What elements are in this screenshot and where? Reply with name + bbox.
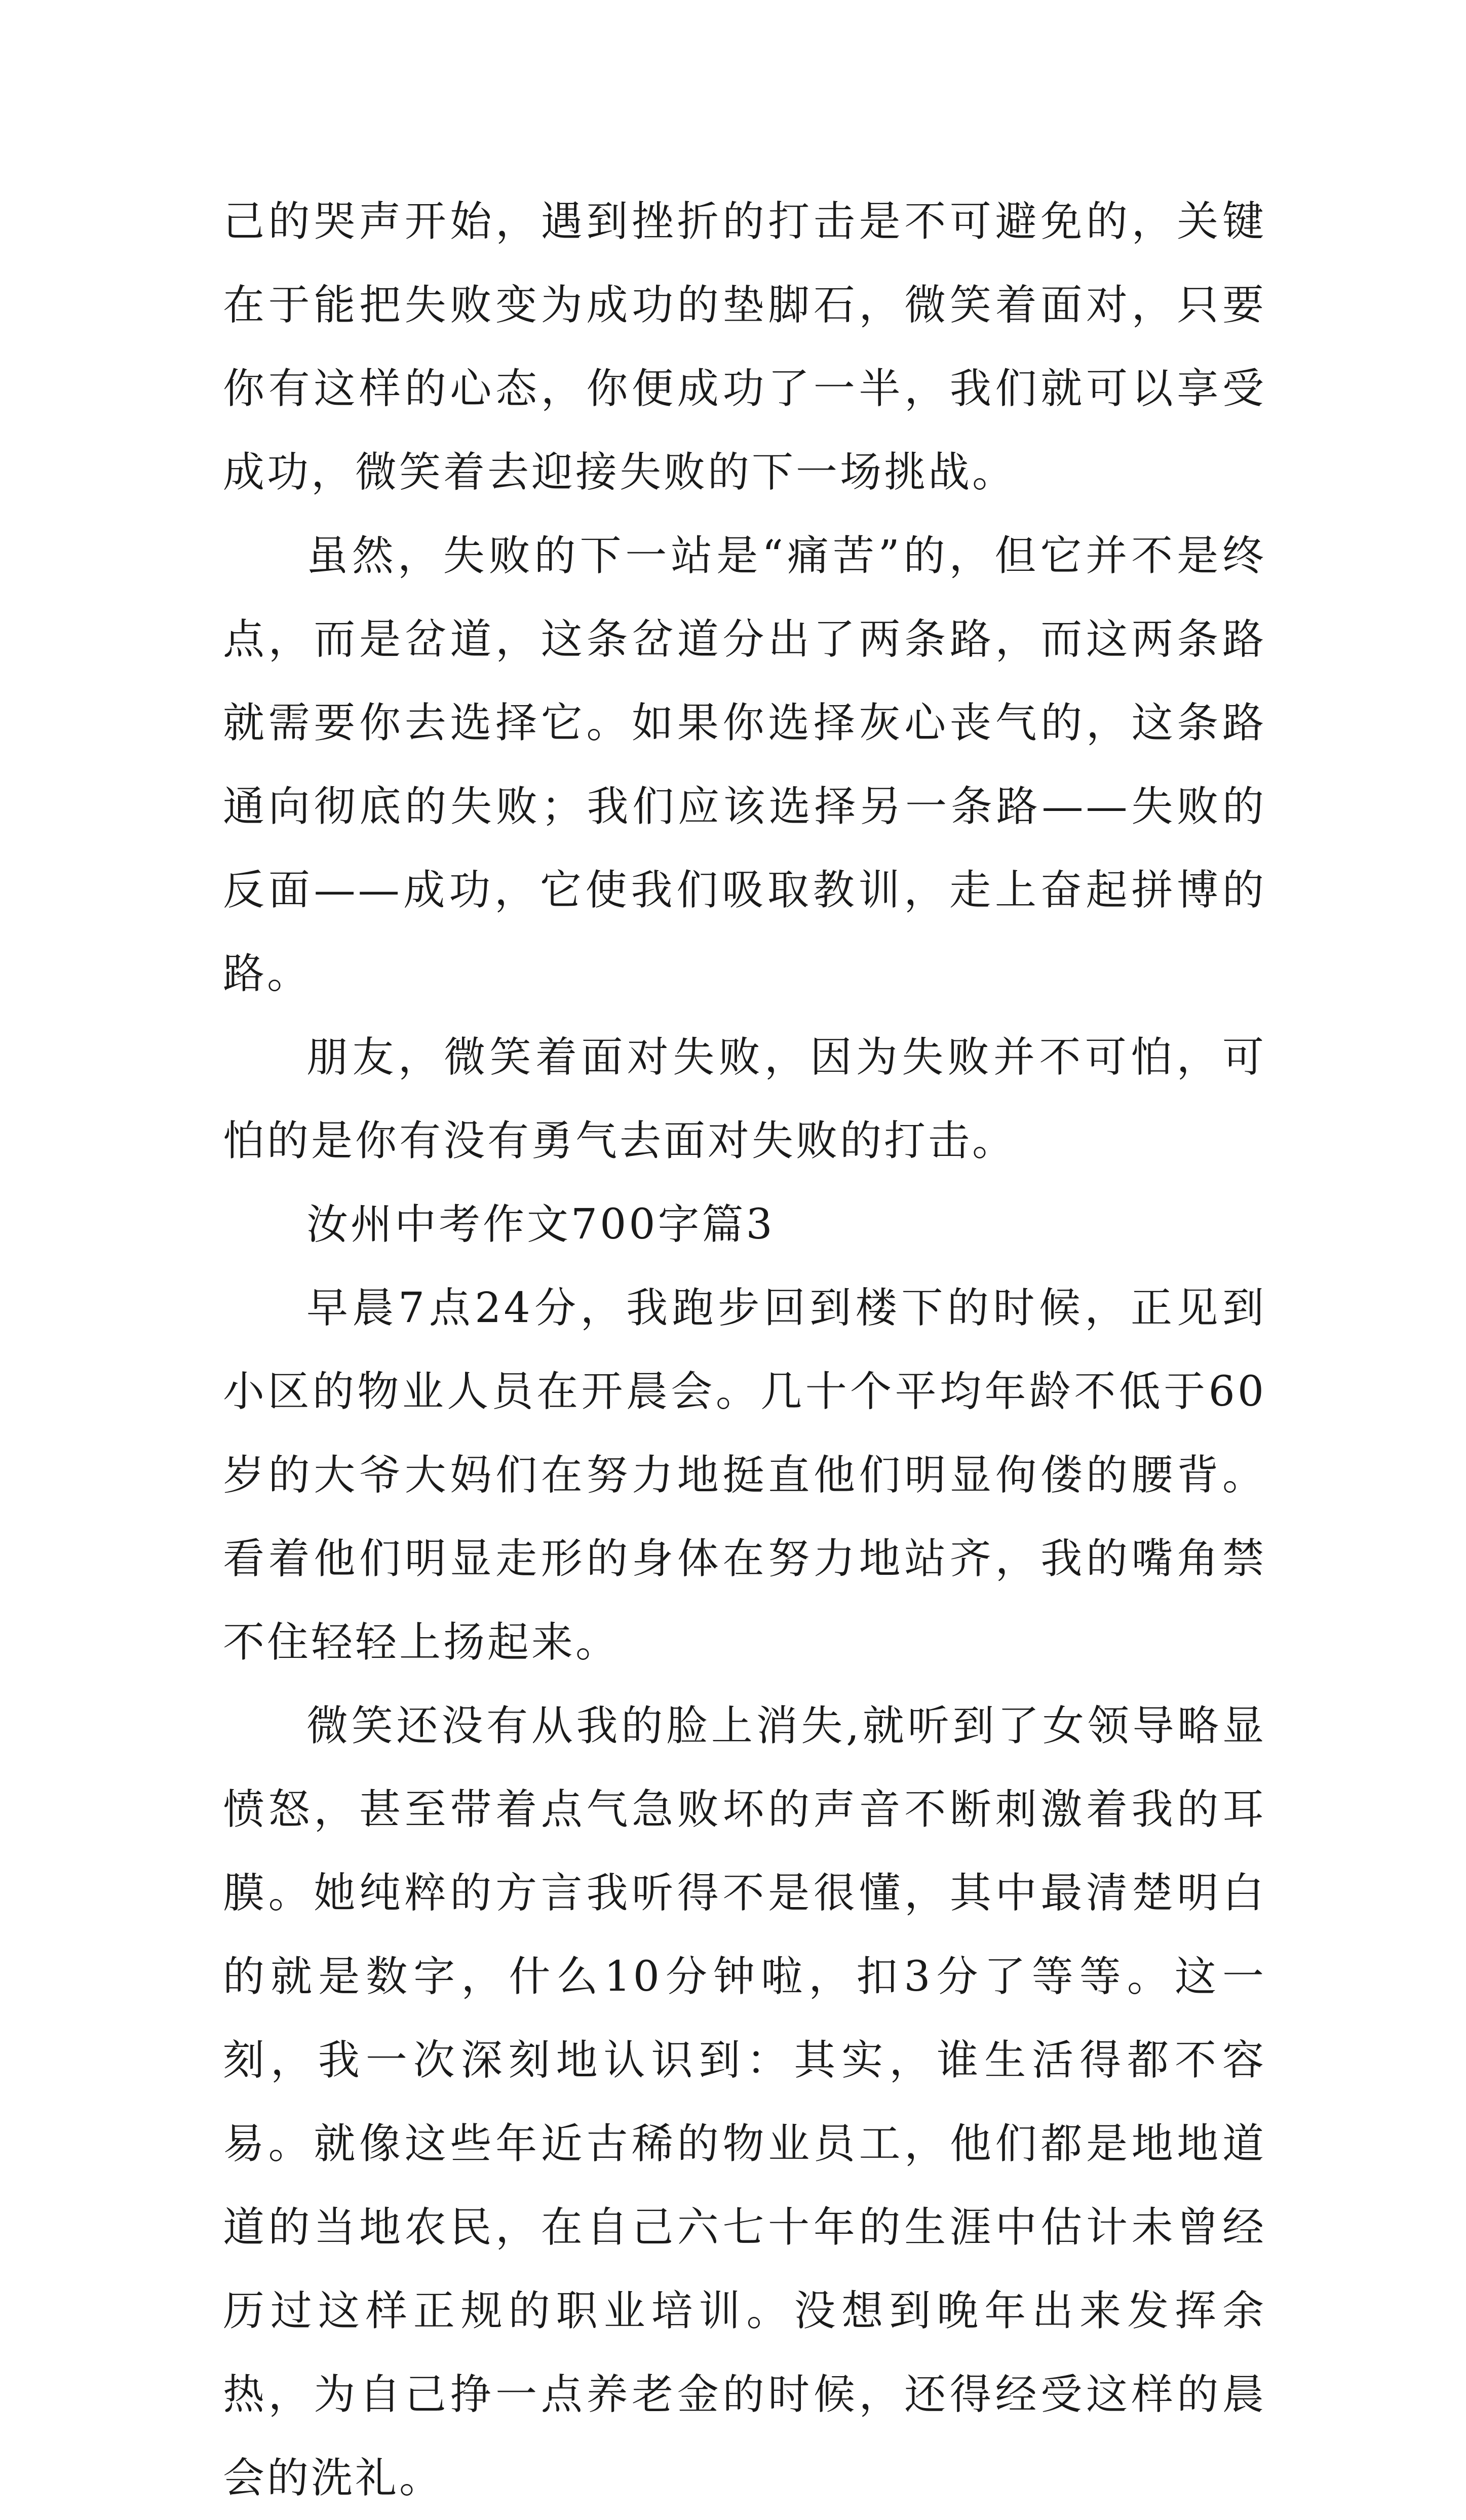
essay-heading: 汝州中考作文700字篇3 bbox=[306, 1200, 775, 1249]
paragraph-friend: 朋友，微笑着面对失败，因为失败并不可怕，可怕的是你有没有勇气去面对失败的打击。 bbox=[223, 1033, 1266, 1165]
paragraph-crossroads: 虽然，失败的下一站是“痛苦”的，但它并不是终点，而是岔道，这条岔道分出了两条路，而这两条路就需要你去选择它。如果你选择灰心丧气的，这条路通向彻底的失败；我们应该选择另一条路——失败的反面——成功，它使我们吸取教训，走上奋起拼博的路。 bbox=[223, 532, 1266, 998]
document-body bbox=[223, 180, 1266, 2520]
paragraph-morning: 早晨7点24分，我跑步回到楼下的时候，正见到小区的物业人员在开晨会。几十个平均年龄不低于60岁的大爷大妈们在努力地挺直他们明显佝偻的腰背。看着他们明显走形的身体在努力地站齐，我的嘴角禁不住轻轻上扬起来。 bbox=[223, 1284, 1266, 1666]
paragraph-continuation: 己的哭声开始，遇到挫折的打击是不可避免的，关键在于能把失败变为成功的垫脚石，微笑着面对，只要你有这样的心态，你便成功了一半，我们就可以享受成功，微笑着去迎接失败的下一场挑战。 bbox=[223, 198, 1266, 496]
paragraph-smile: 微笑还没有从我的脸上消失,就听到了女领导略显愤怒，甚至带着点气急败坏的声音不断刺激着我的耳膜。她纯粹的方言我听得不是很懂，其中最清楚明白的就是数字，什么10分钟啦，扣3分了等等。这一刻，我一次深刻地认识到：其实，谁生活得都不容易。就像这些年近古稀的物业员工，他们都是地地道道的当地农民，在自己六七十年的生涯中估计未曾经历过这样正规的职业培训。没想到晚年出来发挥余热，为自己挣一点养老金的时候，还得经受这样的晨会的洗礼。 bbox=[223, 1702, 1266, 2502]
